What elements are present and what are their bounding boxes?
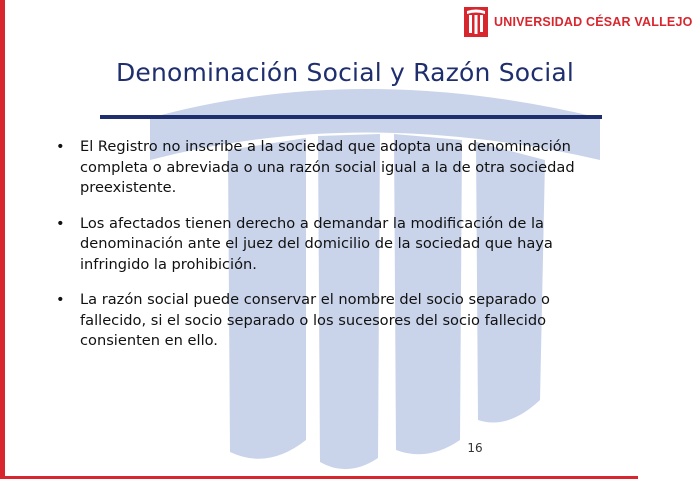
bullet-marker: •: [56, 214, 65, 232]
bullet-text: El Registro no inscribe a la sociedad que adopta una denominación completa o abreviada o una razón social igual a la de otra sociedad preexistente.: [80, 138, 575, 196]
bullet-item: [56, 290, 601, 352]
bullet-item: [56, 214, 601, 276]
bullet-list: [56, 137, 601, 352]
bullet-marker: •: [56, 138, 65, 155]
bullet-text: La razón social puede conservar el nombre del socio separado o fallecido, si el socio separado o los sucesores del socio fallecido consienten en ello.: [80, 291, 550, 349]
bullet-marker: •: [56, 291, 65, 308]
page-number: 16: [467, 441, 483, 455]
ucv-logo-icon: [464, 7, 488, 37]
university-name: UNIVERSIDAD CÉSAR VALLEJO: [494, 15, 693, 29]
slide-title: Denominación Social y Razón Social: [115, 58, 575, 87]
bullet-item: [56, 137, 601, 199]
university-logo: [464, 6, 693, 38]
bullet-text: Los afectados tienen derecho a demandar la modificación de la denominación ante el juez del domicilio de la sociedad que haya infringido la prohibición.: [80, 214, 553, 273]
title-underline: [100, 115, 602, 119]
left-accent-bar: [0, 0, 5, 479]
